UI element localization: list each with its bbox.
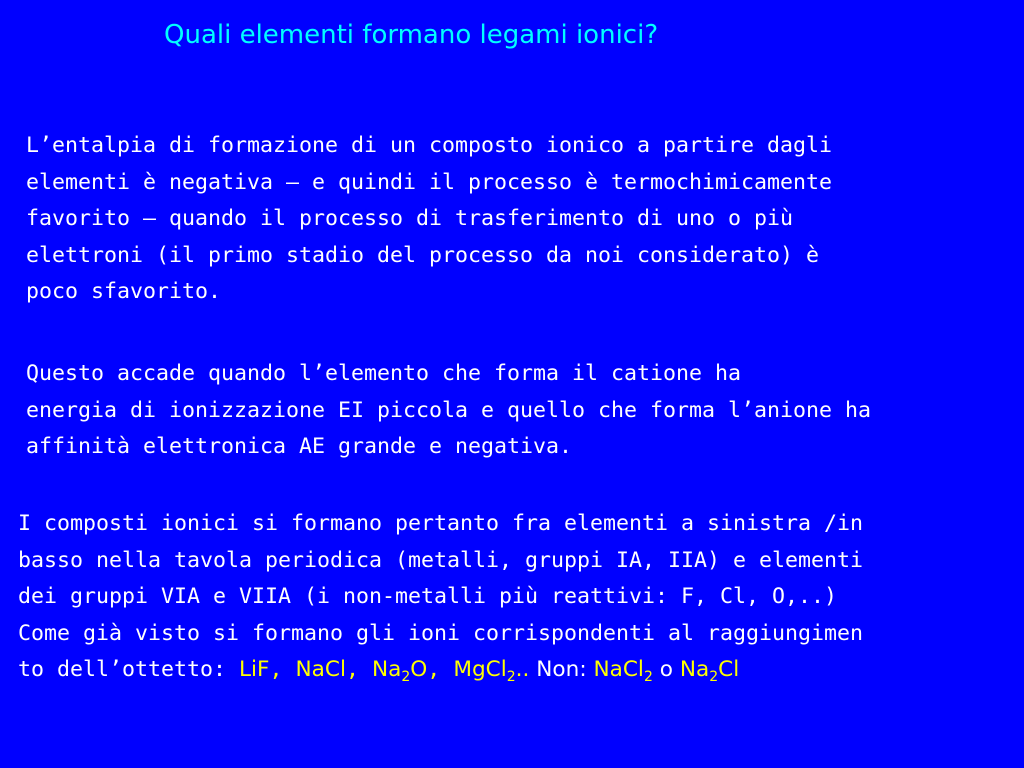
paragraph-ionization: [26, 356, 871, 466]
text-line: dei gruppi VIA e VIIA (i non-metalli più reattivi: F, Cl, O,..): [18, 584, 838, 610]
text-line: Questo accade quando l’elemento che forma il catione ha: [26, 361, 742, 386]
paragraph-enthalpy: [26, 128, 832, 311]
text-line: L’entalpia di formazione di un composto ionico a partire dagli: [26, 133, 833, 158]
formula-line: [18, 652, 863, 689]
text-line: poco sfavorito.: [26, 279, 222, 305]
text-line: I composti ionici si formano pertanto fra elementi a sinistra /in: [18, 511, 864, 536]
paragraph-ionic-compounds: [18, 506, 863, 689]
non-label: Non:: [529, 657, 594, 683]
text-line: Come già visto si formano gli ioni corrispondenti al raggiungimen: [18, 620, 864, 646]
text-line: favorito – quando il processo di trasferimento di uno o più: [26, 206, 794, 232]
separator: ,: [345, 657, 372, 683]
formula-mgcl2: MgCl$_2$..: [453, 657, 530, 686]
slide-title: Quali elementi formano legami ionici?: [164, 20, 659, 50]
text-line: basso nella tavola periodica (metalli, gruppi IA, IIA) e elementi: [18, 547, 864, 573]
or-word: o: [652, 657, 680, 683]
text-line: elementi è negativa – e quindi il processo è termochimicamente: [26, 169, 833, 195]
text-line: elettroni (il primo stadio del processo da noi considerato) è: [26, 242, 820, 268]
formula-lif: LiF: [239, 657, 270, 683]
formula-na2o: $Na_2O$: [371, 657, 428, 686]
text-prefix: to dell’ottetto:: [18, 657, 240, 683]
separator: ,: [269, 657, 296, 683]
formula-nacl2: NaCl$_2$: [593, 657, 653, 686]
formula-nacl: NaCl: [295, 657, 346, 683]
text-line: energia di ionizzazione EI piccola e quello che forma l’anione ha: [26, 397, 872, 423]
separator: ,: [427, 657, 454, 683]
formula-na2cl: $Na_2Cl$: [679, 657, 740, 686]
text-line: affinità elettronica AE grande e negativa.: [26, 434, 573, 460]
